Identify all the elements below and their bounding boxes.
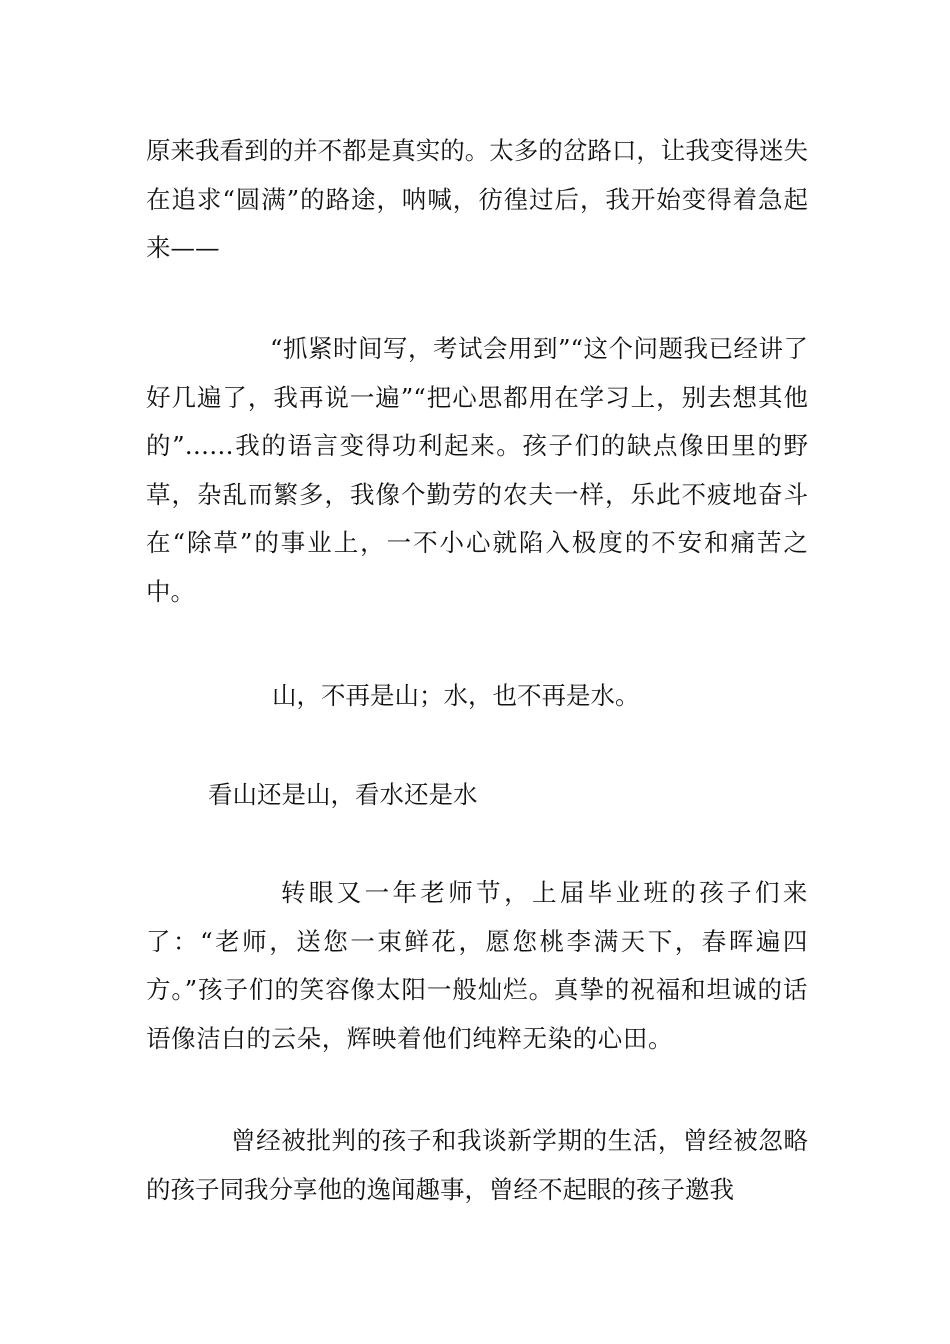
- paragraph-5: 曾经被批判的孩子和我谈新学期的生活，曾经被忽略的孩子同我分享他的逸闻趣事，曾经不起眼的孩子邀我: [146, 1126, 808, 1204]
- paragraph-4: 转眼又一年老师节，上届毕业班的孩子们来了：“老师，送您一束鲜花，愿您桃李满天下，春晖遍四方。”孩子们的笑容像太阳一般灿烂。真挚的祝福和坦诚的话语像洁白的云朵，辉映着他们纯粹无染的心田。: [146, 878, 808, 1053]
- paragraph-2: “抓紧时间写，考试会用到”“这个问题我已经讲了好几遍了，我再说一遍”“把心思都用在学习上，别去想其他的”……我的语言变得功利起来。孩子们的缺点像田里的野草，杂乱而繁多，我像个勤劳的农夫一样，乐此不疲地奋斗在“除草”的事业上，一不小心就陷入极度的不安和痛苦之中。: [146, 334, 808, 606]
- paragraph-1: 原来我看到的并不都是真实的。太多的岔路口，让我变得迷失在追求“圆满”的路途，呐喊，彷徨过后，我开始变得着急起来——: [146, 136, 808, 262]
- section-heading: 看山还是山，看水还是水: [208, 780, 478, 809]
- paragraph-3: 山，不再是山；水，也不再是水。: [272, 681, 640, 710]
